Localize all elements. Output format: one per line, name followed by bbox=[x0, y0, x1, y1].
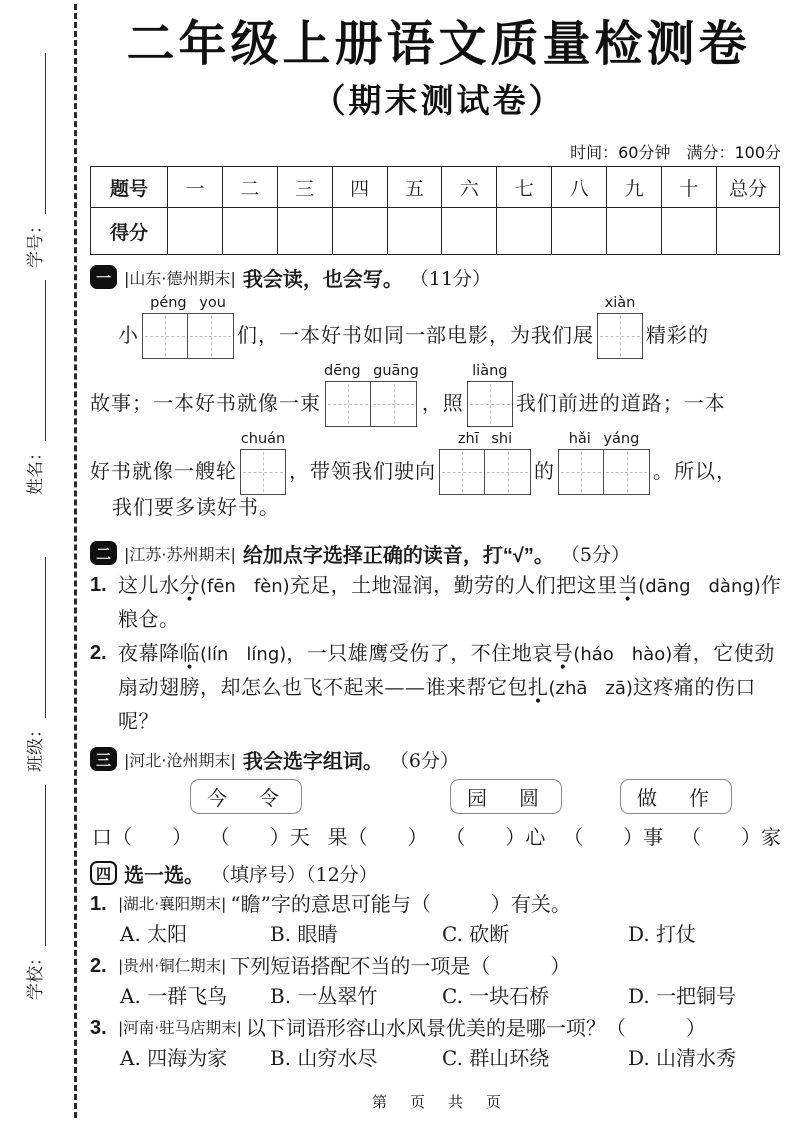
section-1-heading bbox=[90, 263, 787, 291]
pinyin-choice: (dāng dàng) bbox=[638, 576, 761, 597]
question-text: 下列短语搭配不当的一项是（ ） bbox=[230, 954, 571, 978]
word-fill-blank: （ ）心 bbox=[445, 825, 546, 849]
write-box-group bbox=[558, 431, 650, 495]
score-empty-cell bbox=[662, 208, 717, 255]
dotted-character: 号 bbox=[552, 641, 574, 665]
write-box-group bbox=[467, 363, 513, 427]
item-number: 1. bbox=[90, 574, 107, 596]
item-text-run: 充足，土地湿润，勤劳的人们把这里 bbox=[289, 573, 618, 597]
section-number-icon: 四 bbox=[90, 861, 117, 885]
item-text bbox=[118, 637, 787, 737]
pinyin-label: liàng bbox=[472, 363, 508, 379]
section-4-heading bbox=[90, 859, 787, 887]
write-box-cells bbox=[439, 449, 531, 495]
seal-field-rule bbox=[40, 557, 46, 718]
word-fill-row bbox=[90, 821, 787, 851]
write-line-text: 故事；一本好书就像一束 bbox=[90, 391, 321, 415]
seal-field-label: 学号： bbox=[26, 217, 46, 268]
write-box-cells bbox=[597, 313, 643, 359]
question-text: “瞻”字的意思可能与（ ）有关。 bbox=[230, 892, 571, 916]
character-choice-box: 园 圆 bbox=[450, 779, 562, 814]
section-title: 我会读，也会写。 bbox=[242, 268, 403, 291]
score-empty-cell bbox=[277, 208, 332, 255]
pinyin-label: zhī shi bbox=[457, 431, 513, 447]
seal-field-rule bbox=[40, 280, 46, 441]
write-line-text: 。所以， bbox=[653, 459, 737, 483]
score-empty-cell bbox=[552, 208, 607, 255]
option-label: D. 山清水秀 bbox=[628, 1046, 737, 1070]
exam-time-score-meta: 时间：60分钟 满分：100分 bbox=[570, 143, 781, 162]
item-text-run: 着，它使劲扇动翅膀，却怎么也飞不起来——谁来帮它包 bbox=[118, 641, 775, 699]
pinyin-choice: (fēn fèn) bbox=[200, 576, 290, 597]
pinyin-label: xiàn bbox=[604, 295, 636, 311]
write-box-cells bbox=[325, 381, 417, 427]
score-table-header-cell: 一 bbox=[168, 167, 223, 208]
seal-field-rotated bbox=[20, 53, 46, 268]
option-label: C. 群山环绕 bbox=[442, 1046, 550, 1070]
write-line bbox=[90, 495, 787, 531]
question-text: 以下词语形容山水风景优美的是哪一项？（ ） bbox=[245, 1016, 706, 1040]
question-sections bbox=[90, 263, 787, 1073]
section-points: （11分） bbox=[409, 267, 492, 290]
pinyin-choice: (lín líng) bbox=[200, 644, 287, 665]
option-label: B. 眼睛 bbox=[270, 922, 338, 946]
write-box bbox=[485, 449, 531, 495]
score-table-corner-cell: 题号 bbox=[91, 167, 168, 208]
section-points: （5分） bbox=[560, 543, 630, 566]
section-title: 给加点字选择正确的读音，打“√”。 bbox=[242, 544, 554, 567]
pinyin-label: péng you bbox=[150, 295, 226, 311]
option-label: A. 太阳 bbox=[120, 922, 188, 946]
score-table-header-cell: 总分 bbox=[717, 167, 780, 208]
write-box bbox=[439, 449, 485, 495]
dotted-character: 扎 bbox=[528, 675, 549, 699]
item-text-run: 夜幕降 bbox=[118, 641, 180, 665]
write-box bbox=[325, 381, 371, 427]
write-box bbox=[558, 449, 604, 495]
item-number: 2. bbox=[90, 642, 107, 664]
score-empty-cell bbox=[717, 208, 780, 255]
section-number-icon: 二 bbox=[90, 541, 117, 565]
pinyin-label: hǎi yáng bbox=[568, 431, 640, 447]
option-label: C. 一块石桥 bbox=[442, 984, 550, 1008]
section-3 bbox=[90, 745, 787, 851]
word-fill-blank: 果（ ） bbox=[327, 825, 428, 849]
write-box bbox=[240, 449, 286, 495]
score-table-header-cell: 十 bbox=[662, 167, 717, 208]
section-4 bbox=[90, 859, 787, 1073]
character-choice-row bbox=[90, 779, 787, 815]
section-source-tag: |山东·德州期末| bbox=[124, 268, 236, 288]
write-box bbox=[597, 313, 643, 359]
write-box-cells bbox=[240, 449, 286, 495]
question-source-tag: |河南·驻马店期末| bbox=[118, 1019, 242, 1037]
write-box-group bbox=[142, 295, 234, 359]
section-2-heading bbox=[90, 539, 787, 567]
option-row bbox=[90, 1043, 787, 1073]
section-title: 我会选字组词。 bbox=[242, 750, 383, 773]
question-number: 1. bbox=[90, 893, 107, 915]
write-box-group bbox=[597, 295, 643, 359]
item-text-run: 这儿水 bbox=[118, 573, 180, 597]
section-3-heading bbox=[90, 745, 787, 773]
score-table-header-cell: 八 bbox=[552, 167, 607, 208]
section-2 bbox=[90, 539, 787, 737]
option-label: C. 砍断 bbox=[442, 922, 510, 946]
section-source-tag: |河北·沧州期末| bbox=[124, 750, 236, 770]
seal-field-rotated bbox=[20, 557, 46, 772]
item-text bbox=[118, 569, 787, 635]
seal-field-label: 班级： bbox=[26, 721, 46, 772]
score-table-header-cell: 九 bbox=[607, 167, 662, 208]
score-empty-cell bbox=[332, 208, 387, 255]
pinyin-choice: (háo hào) bbox=[573, 644, 673, 665]
item-text-run: 这疼痛的伤口呢？ bbox=[118, 675, 756, 733]
write-line-text: 小 bbox=[118, 323, 139, 347]
score-table-header-cell: 四 bbox=[332, 167, 387, 208]
seal-field-rotated bbox=[20, 280, 46, 495]
option-label: B. 山穷水尽 bbox=[270, 1046, 378, 1070]
score-empty-cell bbox=[607, 208, 662, 255]
write-line-text: 们，一本好书如同一部电影，为我们展 bbox=[237, 323, 594, 347]
word-fill-blank: （ ）事 bbox=[563, 825, 664, 849]
section-points: （6分） bbox=[389, 749, 459, 772]
section-source-tag: |江苏·苏州期末| bbox=[124, 544, 236, 564]
score-empty-cell bbox=[168, 208, 223, 255]
score-table-header-cell: 七 bbox=[497, 167, 552, 208]
question-number: 2. bbox=[90, 955, 107, 977]
score-table-header-cell: 五 bbox=[387, 167, 442, 208]
option-label: A. 一群飞鸟 bbox=[120, 984, 228, 1008]
write-box bbox=[467, 381, 513, 427]
write-line-text: 精彩的 bbox=[646, 323, 709, 347]
option-row bbox=[90, 919, 787, 949]
write-box-group bbox=[240, 431, 286, 495]
dotted-character: 当 bbox=[617, 573, 639, 597]
score-table-score-row bbox=[91, 208, 780, 255]
section-title: 选一选。 bbox=[124, 864, 204, 887]
write-line-text: ，带领我们驶向 bbox=[289, 459, 436, 483]
score-empty-cell bbox=[497, 208, 552, 255]
score-empty-cell bbox=[222, 208, 277, 255]
score-table-header-cell: 六 bbox=[442, 167, 497, 208]
write-line bbox=[90, 431, 787, 495]
multiple-choice-question bbox=[90, 889, 787, 919]
seal-field-rule bbox=[40, 785, 46, 946]
write-line bbox=[90, 295, 787, 359]
question-number: 3. bbox=[90, 1017, 107, 1039]
write-box bbox=[188, 313, 234, 359]
page-title: 二年级上册语文质量检测卷 bbox=[126, 18, 751, 71]
pinyin-choice: (zhā zā) bbox=[548, 678, 633, 699]
seal-field-rule bbox=[40, 53, 46, 214]
pinyin-label: chuán bbox=[240, 431, 286, 447]
dotted-character: 分 bbox=[179, 573, 200, 597]
page-footer: 第 页 共 页 bbox=[371, 1093, 505, 1111]
write-line-text: 好书就像一艘轮 bbox=[90, 459, 237, 483]
score-table-header-cell: 三 bbox=[277, 167, 332, 208]
write-box bbox=[604, 449, 650, 495]
question-source-tag: |湖北·襄阳期末| bbox=[118, 895, 227, 913]
write-box-group bbox=[439, 431, 531, 495]
option-label: D. 一把铜号 bbox=[628, 984, 737, 1008]
option-label: B. 一丛翠竹 bbox=[270, 984, 378, 1008]
question-source-tag: |贵州·铜仁期末| bbox=[118, 957, 227, 975]
option-label: A. 四海为家 bbox=[120, 1046, 228, 1070]
seal-field-label: 学校： bbox=[26, 949, 46, 1000]
seal-field-rotated bbox=[20, 785, 46, 1000]
score-row-label: 得分 bbox=[91, 208, 168, 255]
pronunciation-item bbox=[90, 637, 787, 737]
exam-content bbox=[90, 0, 787, 1112]
write-box-cells bbox=[558, 449, 650, 495]
write-line-text: 我们前进的道路；一本 bbox=[515, 391, 726, 415]
score-table-header-cell: 二 bbox=[222, 167, 277, 208]
seal-dashed-line bbox=[74, 4, 77, 1118]
dotted-character: 临 bbox=[179, 641, 200, 665]
write-line bbox=[90, 363, 787, 427]
section-points: （填序号）（12分） bbox=[211, 863, 378, 886]
write-line-text: 我们要多读好书。 bbox=[112, 495, 280, 519]
section-number-icon: 一 bbox=[90, 265, 117, 289]
pinyin-label: dēng guāng bbox=[324, 363, 419, 379]
word-fill-blank: （ ）天 bbox=[209, 825, 310, 849]
score-empty-cell bbox=[387, 208, 442, 255]
page-subtitle: （期末测试卷） bbox=[312, 82, 565, 119]
character-choice-box: 做 作 bbox=[620, 779, 732, 814]
write-box bbox=[142, 313, 188, 359]
section-number-icon: 三 bbox=[90, 747, 117, 771]
option-row bbox=[90, 981, 787, 1011]
score-empty-cell bbox=[442, 208, 497, 255]
multiple-choice-question bbox=[90, 1013, 787, 1043]
character-choice-box: 今 令 bbox=[190, 779, 302, 814]
write-box-group bbox=[324, 363, 419, 427]
word-fill-blank: （ ）家 bbox=[680, 825, 781, 849]
write-box-cells bbox=[142, 313, 234, 359]
write-line-text: ，照 bbox=[421, 391, 464, 415]
score-table bbox=[90, 166, 780, 255]
item-text-run: ，一只雄鹰受伤了，不住地哀 bbox=[286, 641, 553, 665]
write-box bbox=[371, 381, 417, 427]
word-fill-blank: 口（ ） bbox=[92, 825, 192, 849]
multiple-choice-question bbox=[90, 951, 787, 981]
option-label: D. 打仗 bbox=[628, 922, 697, 946]
score-table-header-row bbox=[91, 167, 780, 208]
section-1 bbox=[90, 263, 787, 531]
pronunciation-item bbox=[90, 569, 787, 635]
write-line-text: 的 bbox=[534, 459, 555, 483]
write-box-cells bbox=[467, 381, 513, 427]
item-text-run: 作粮仓。 bbox=[118, 573, 782, 631]
seal-field-label: 姓名： bbox=[26, 444, 46, 495]
